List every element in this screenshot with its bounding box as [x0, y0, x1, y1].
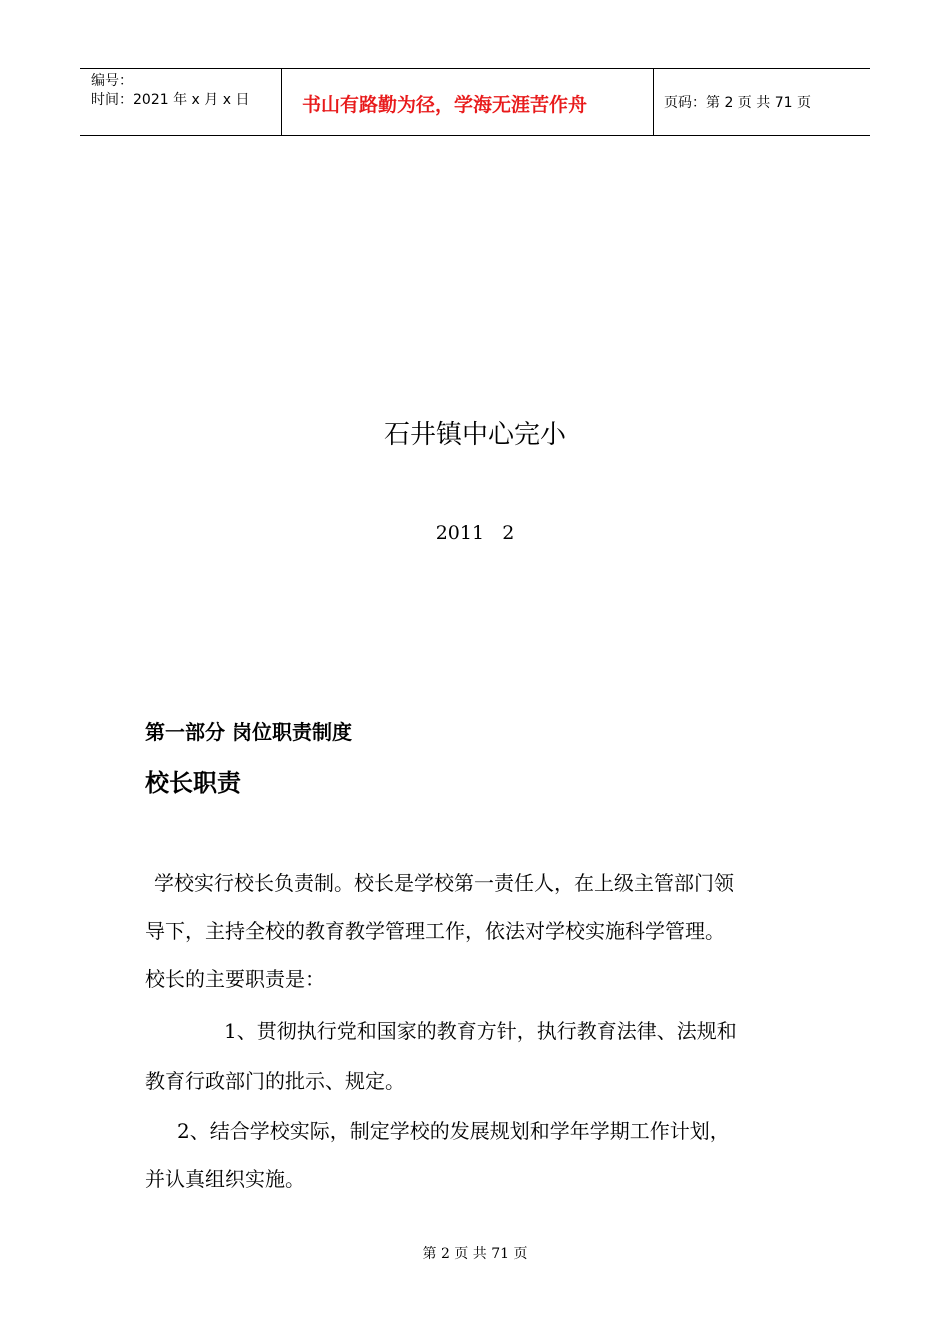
page-footer: 第 2 页 共 71 页: [422, 1246, 528, 1262]
section-heading: 校长职责: [145, 769, 241, 797]
body-line: 2、结合学校实际，制定学校的发展规划和学年学期工作计划，: [177, 1119, 730, 1143]
motto-text: 书山有路勤为径，学海无涯苦作舟: [302, 94, 588, 116]
body-line: 1、贯彻执行党和国家的教育方针，执行教育法律、法规和: [224, 1019, 737, 1043]
time-label: 时间：2021 年 x 月 x 日: [91, 92, 250, 108]
body-line: 校长的主要职责是：: [145, 967, 325, 991]
part-heading: 第一部分 岗位职责制度: [145, 720, 352, 744]
header-page-cell: [654, 69, 870, 135]
header-meta-cell: [80, 69, 282, 135]
number-label: 编号：: [91, 73, 133, 89]
header-page-info: 页码：第 2 页 共 71 页: [664, 95, 811, 111]
body-line: 并认真组织实施。: [145, 1167, 305, 1191]
document-date: 2011 2: [435, 522, 515, 544]
body-line: 学校实行校长负责制。校长是学校第一责任人，在上级主管部门领: [154, 871, 734, 895]
body-line: 教育行政部门的批示、规定。: [145, 1069, 405, 1093]
page-header: [80, 68, 870, 136]
document-title: 石井镇中心完小: [383, 420, 566, 450]
body-line: 导下，主持全校的教育教学管理工作，依法对学校实施科学管理。: [145, 919, 725, 943]
header-motto-cell: [282, 69, 654, 135]
